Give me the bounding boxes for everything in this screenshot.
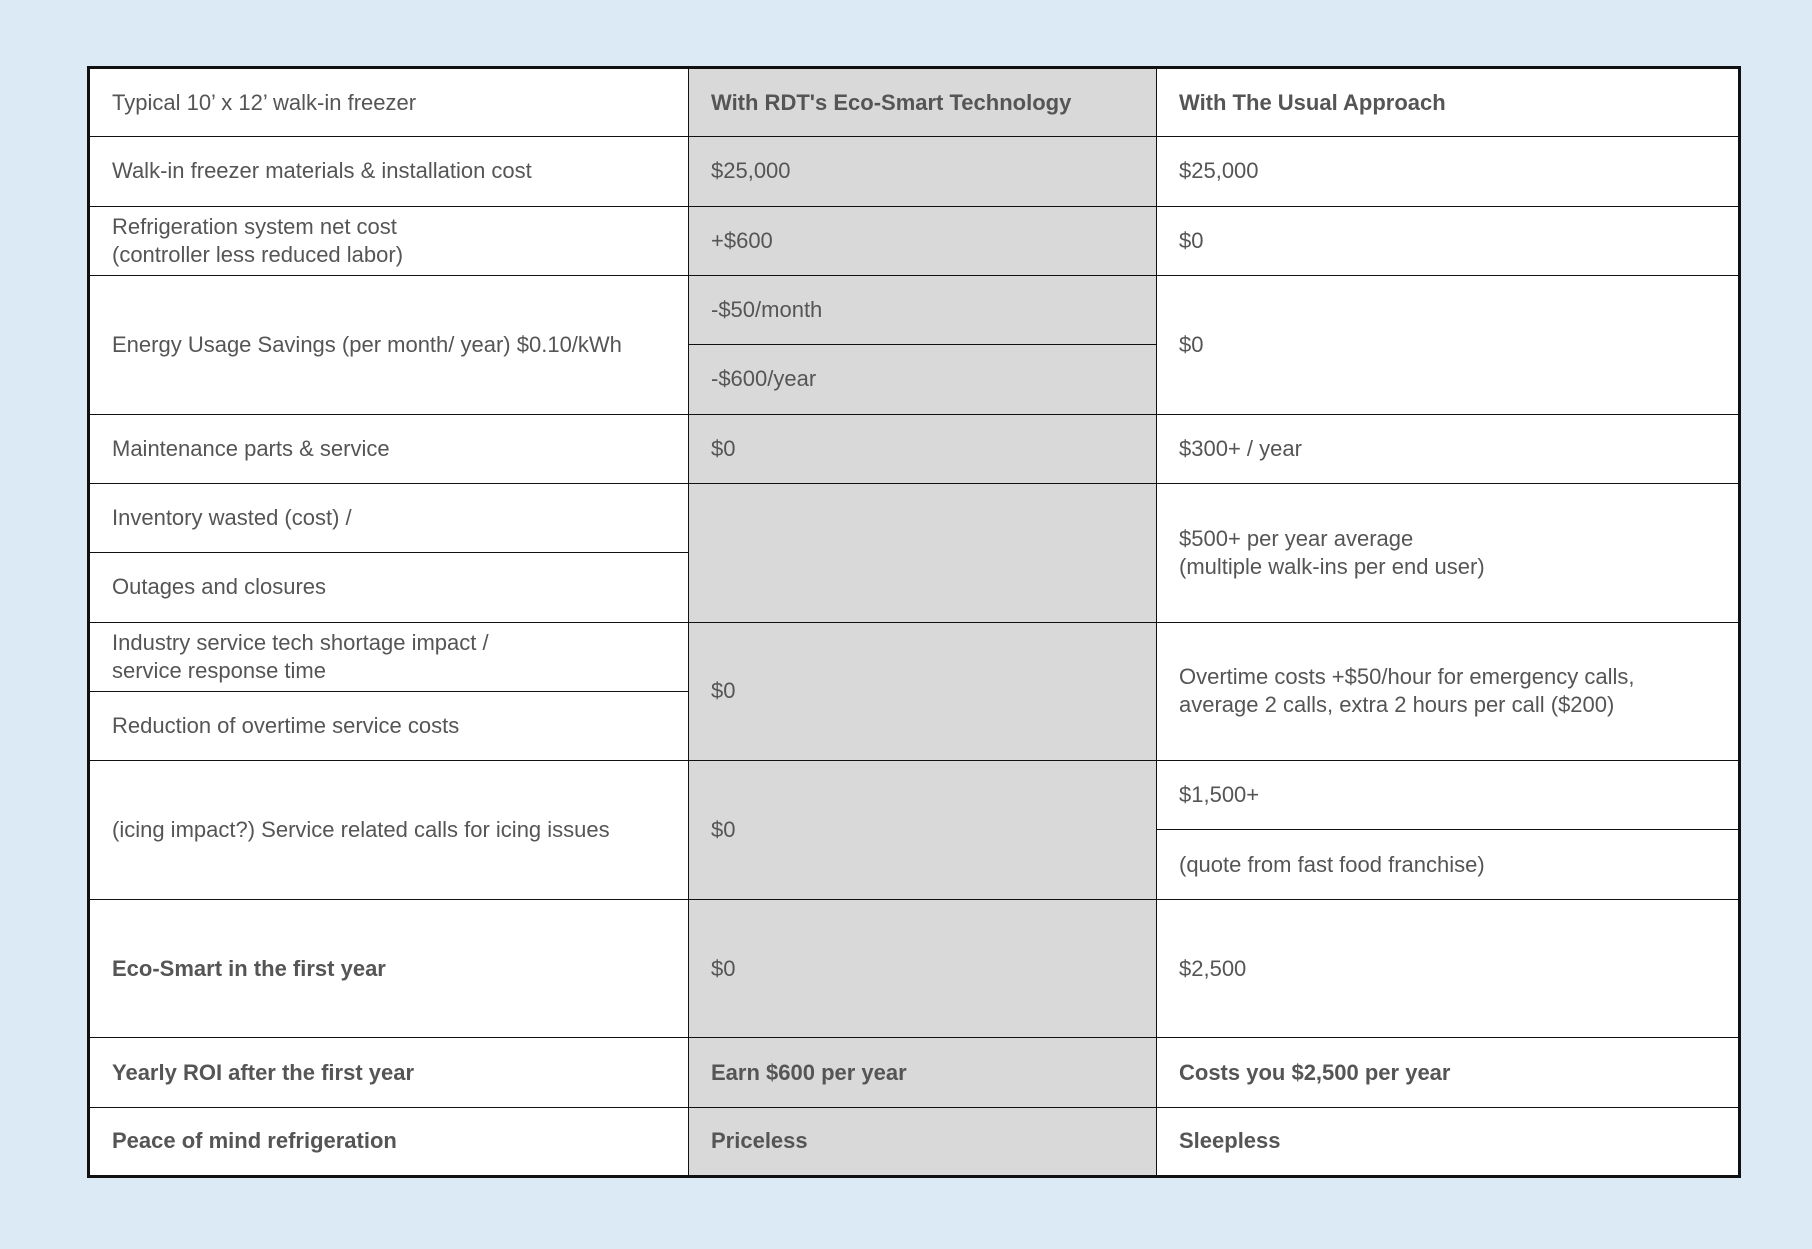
energy-row-1 [89,275,1740,344]
inventory-label-1: Inventory wasted (cost) / [89,483,689,552]
energy-usual: $0 [1157,275,1740,414]
materials-row [89,137,1740,206]
service-tech-usual: Overtime costs +$50/hour for emergency calls, average 2 calls, extra 2 hours per call ($200) [1157,622,1740,761]
header-eco-cell: With RDT's Eco-Smart Technology [689,68,1157,137]
peace-eco: Priceless [689,1107,1157,1176]
service-tech-row-1 [89,622,1740,691]
roi-usual: Costs you $2,500 per year [1157,1038,1740,1107]
peace-usual: Sleepless [1157,1107,1740,1176]
materials-usual: $25,000 [1157,137,1740,206]
energy-label: Energy Usage Savings (per month/ year) $0.10/kWh [89,275,689,414]
first-year-row [89,899,1740,1038]
inventory-row-1 [89,483,1740,552]
icing-usual-2: (quote from fast food franchise) [1157,830,1740,899]
maintenance-usual: $300+ / year [1157,414,1740,483]
service-tech-label-1: Industry service tech shortage impact / service response time [89,622,689,691]
service-tech-eco: $0 [689,622,1157,761]
first-year-eco: $0 [689,899,1157,1038]
refrigeration-eco: +$600 [689,206,1157,275]
energy-eco-month: -$50/month [689,275,1157,344]
inventory-label-2: Outages and closures [89,553,689,622]
energy-eco-year: -$600/year [689,345,1157,414]
icing-eco: $0 [689,761,1157,900]
header-usual-cell: With The Usual Approach [1157,68,1740,137]
header-label-cell: Typical 10’ x 12’ walk-in freezer [89,68,689,137]
icing-label: (icing impact?) Service related calls for icing issues [89,761,689,900]
peace-row [89,1107,1740,1176]
icing-row-1 [89,761,1740,830]
refrigeration-row [89,206,1740,275]
materials-label: Walk-in freezer materials & installation cost [89,137,689,206]
peace-label: Peace of mind refrigeration [89,1107,689,1176]
maintenance-row [89,414,1740,483]
roi-eco: Earn $600 per year [689,1038,1157,1107]
roi-comparison-table [87,66,1741,1178]
roi-row [89,1038,1740,1107]
materials-eco: $25,000 [689,137,1157,206]
service-tech-label-2: Reduction of overtime service costs [89,691,689,760]
roi-label: Yearly ROI after the first year [89,1038,689,1107]
header-row [89,68,1740,137]
inventory-usual: $500+ per year average (multiple walk-ins per end user) [1157,483,1740,622]
refrigeration-usual: $0 [1157,206,1740,275]
inventory-eco [689,483,1157,622]
refrigeration-label: Refrigeration system net cost (controller less reduced labor) [89,206,689,275]
first-year-usual: $2,500 [1157,899,1740,1038]
maintenance-label: Maintenance parts & service [89,414,689,483]
maintenance-eco: $0 [689,414,1157,483]
icing-usual-1: $1,500+ [1157,761,1740,830]
first-year-label: Eco-Smart in the first year [89,899,689,1038]
